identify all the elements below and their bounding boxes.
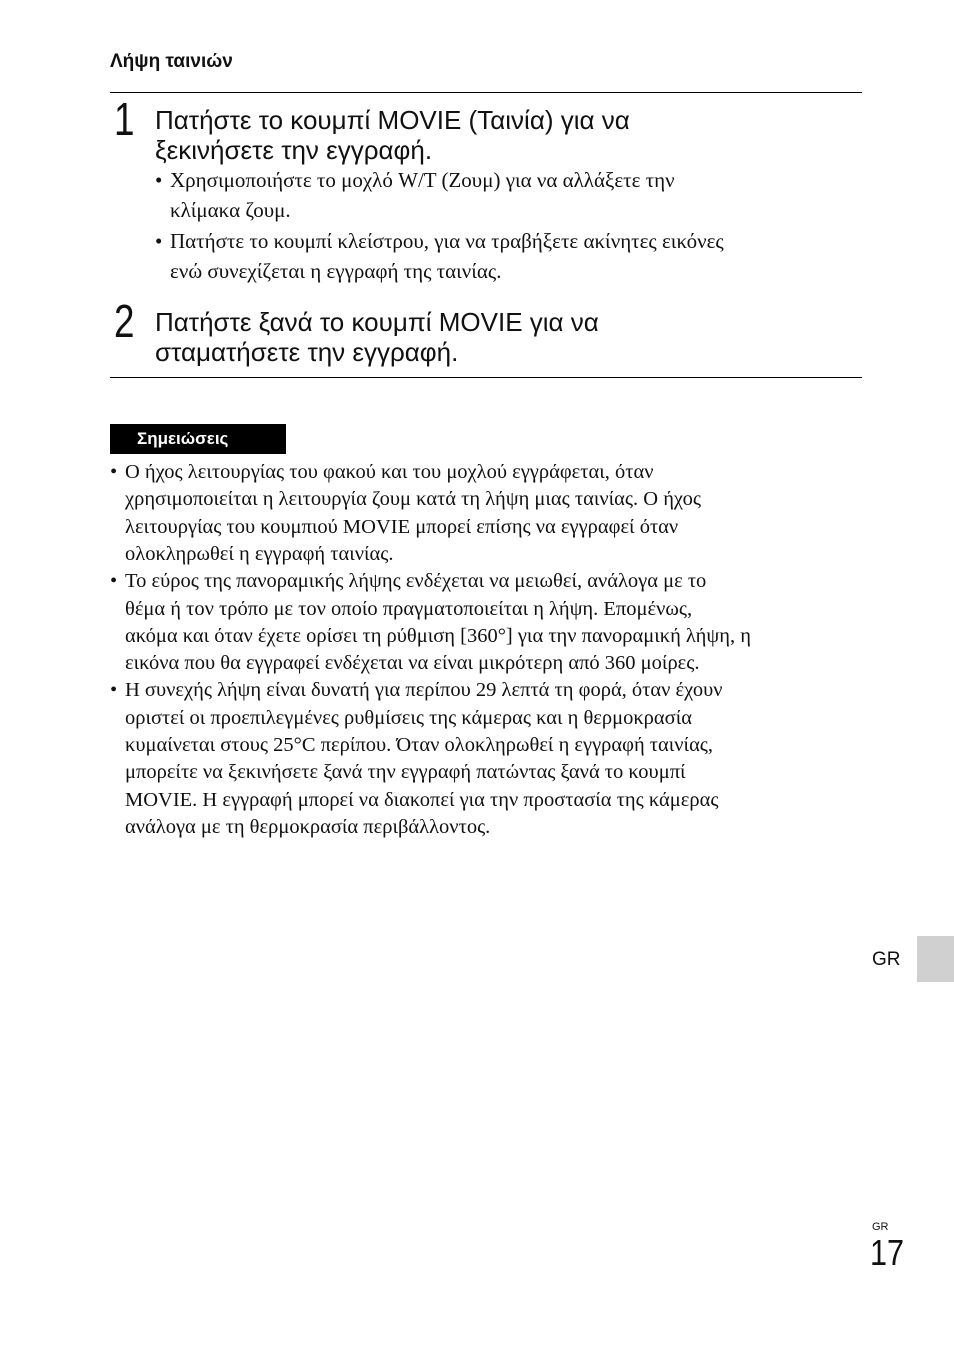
note-text: θέμα ή τον τρόπο με τον οποίο πραγματοποιείται η λήψη. Επομένως, bbox=[125, 597, 693, 620]
language-tab bbox=[917, 936, 954, 982]
divider bbox=[110, 92, 862, 93]
note-text: ακόμα και όταν έχετε ορίσει τη ρύθμιση [360°] για την πανοραμική λήψη, η bbox=[125, 624, 751, 647]
bullet-text: Πατήστε το κουμπί κλείστρου, για να τραβήξετε ακίνητες εικόνες bbox=[170, 229, 724, 253]
bullet-text: ενώ συνεχίζεται η εγγραφή της ταινίας. bbox=[170, 259, 502, 283]
note-text: οριστεί οι προεπιλεγμένες ρυθμίσεις της κάμερας και η θερμοκρασία bbox=[125, 706, 692, 729]
note-bullet: • bbox=[110, 679, 118, 702]
step-text: σταματήσετε την εγγραφή. bbox=[155, 337, 459, 367]
note-text: λειτουργίας του κουμπιού MOVIE μπορεί επίσης να εγγραφεί όταν bbox=[125, 515, 679, 538]
note-text: MOVIE. Η εγγραφή μπορεί να διακοπεί για την προστασία της κάμερας bbox=[125, 788, 719, 811]
note-bullet: • bbox=[110, 461, 118, 483]
bullet: • bbox=[155, 168, 163, 192]
section-title: Λήψη ταινιών bbox=[110, 51, 233, 72]
note-bullet: • bbox=[110, 570, 118, 593]
step-number: 2 bbox=[114, 295, 135, 347]
note-text: Η συνεχής λήψη είναι δυνατή για περίπου 29 λεπτά τη φορά, όταν έχουν bbox=[125, 679, 723, 702]
note-text: εικόνα που θα εγγραφεί ενδέχεται να είναι μικρότερη από 360 μοίρες. bbox=[125, 652, 700, 675]
step-text: Πατήστε ξανά το κουμπί MOVIE για να bbox=[155, 307, 599, 337]
note-text: Ο ήχος λειτουργίας του φακού και του μοχλού εγγράφεται, όταν bbox=[125, 461, 654, 483]
note-text: ανάλογα με τη θερμοκρασία περιβάλλοντος. bbox=[125, 815, 491, 838]
note-text: μπορείτε να ξεκινήσετε ξανά την εγγραφή πατώντας ξανά το κουμπί bbox=[125, 761, 686, 784]
language-tab-label: GR bbox=[872, 949, 901, 970]
step-text: ξεκινήσετε την εγγραφή. bbox=[155, 135, 433, 165]
step-text: Πατήστε το κουμπί MOVIE (Ταινία) για να bbox=[155, 105, 630, 135]
note-text: χρησιμοποιείται η λειτουργία ζουμ κατά τη λήψη μιας ταινίας. Ο ήχος bbox=[125, 488, 701, 511]
step-number: 1 bbox=[114, 93, 135, 145]
note-text: κυμαίνεται στους 25°C περίπου. Όταν ολοκληρωθεί η εγγραφή ταινίας, bbox=[125, 734, 714, 756]
bullet: • bbox=[155, 229, 163, 253]
page-lang: GR bbox=[872, 1221, 889, 1233]
note-text: ολοκληρωθεί η εγγραφή ταινίας. bbox=[125, 542, 394, 565]
bullet-text: κλίμακα ζουμ. bbox=[170, 198, 291, 222]
divider bbox=[110, 377, 862, 378]
page-number: 17 bbox=[870, 1232, 905, 1273]
note-text: Το εύρος της πανοραμικής λήψης ενδέχεται να μειωθεί, ανάλογα με το bbox=[125, 570, 707, 593]
notes-label: Σημειώσεις bbox=[110, 424, 286, 454]
bullet-text: Χρησιμοποιήστε το μοχλό W/T (Ζουμ) για να αλλάξετε την bbox=[170, 168, 675, 192]
